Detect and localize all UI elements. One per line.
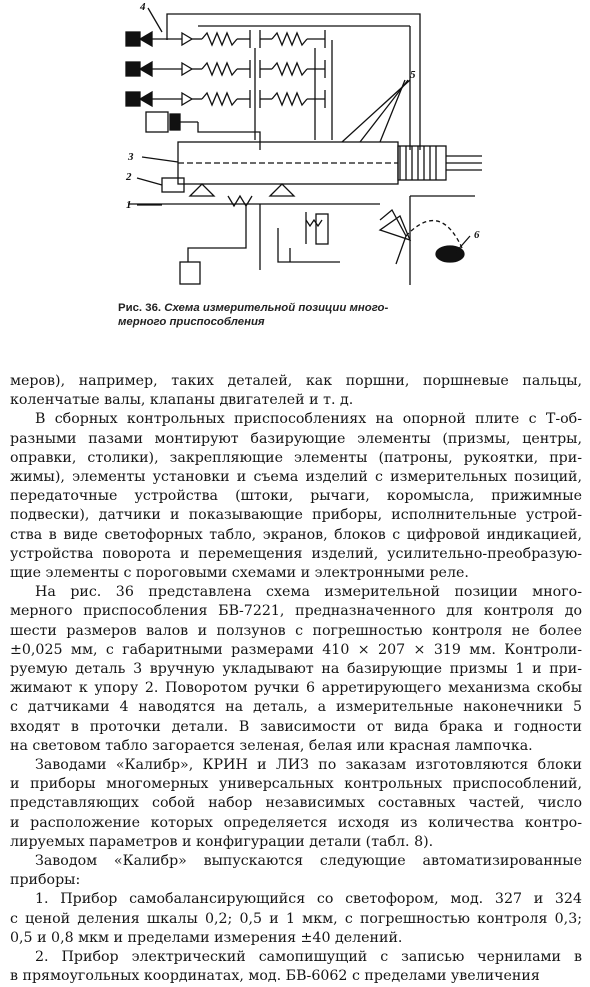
sensor-row-1 xyxy=(126,30,325,48)
text-line: щие элементы с пороговыми схемами и электронными реле. xyxy=(10,565,469,582)
text-line: входят в проточки детали. В зависимости от вида брака и годности xyxy=(10,718,582,735)
sensor-row-3 xyxy=(126,90,325,108)
paragraph xyxy=(10,583,582,756)
text-line: меров), например, таких деталей, как поршни, поршневые пальцы, xyxy=(10,373,582,389)
paragraph xyxy=(10,890,582,948)
text-line: ±0,025 мм, с габаритными размерами 410 × 207 × 319 мм. Контроли- xyxy=(10,641,582,658)
text-line: оправки, столики), закрепляющие элементы (патроны, рукоятки, при- xyxy=(10,449,582,466)
text-line: В сборных контрольных приспособлениях на опорной плите с Т-об- xyxy=(35,411,582,428)
text-line: в прямоугольных координатах, мод. БВ-6062 с пределами увеличения xyxy=(10,968,540,985)
callout-3: 3 xyxy=(128,151,134,163)
text-line: лируемых параметров и конфигурации детали (табл. 8). xyxy=(10,833,434,850)
text-line: Заводом «Калибр» выпускаются следующие автоматизированные xyxy=(35,853,582,870)
text-line: коленчатые валы, клапаны двигателей и т. д. xyxy=(10,392,354,409)
text-line: подвески), датчики и показывающие приборы, исполнительные устрой- xyxy=(10,507,582,524)
callout-5: 5 xyxy=(410,69,416,81)
caption-number: Рис. 36. xyxy=(118,302,162,314)
sensor-row-2 xyxy=(126,60,325,78)
text-line: На рис. 36 представлена схема измерительной позиции много- xyxy=(35,584,582,601)
paragraph xyxy=(10,410,582,583)
caption-line-1: Схема измерительной позиции много- xyxy=(164,302,389,314)
body-text xyxy=(10,372,582,987)
text-line: передаточные устройства (штоки, рычаги, коромысла, прижимные xyxy=(10,488,582,505)
paragraph xyxy=(10,948,582,986)
text-line: ства в виде светофорных табло, экранов, блоков с цифровой индикацией, xyxy=(10,526,582,543)
measuring-position-schematic xyxy=(110,0,490,295)
paragraph xyxy=(10,852,582,890)
text-line: с датчиками 4 наводятся на деталь, а измерительные наконечники 5 xyxy=(10,699,582,716)
text-line: с ценой деления шкалы 0,2; 0,5 и 1 мкм, с погрешностью контроля 0,3; xyxy=(10,910,582,927)
text-line: на световом табло загорается зеленая, белая или красная лампочка. xyxy=(10,737,533,754)
caption-line-2: мерного приспособления xyxy=(118,316,265,328)
callout-2: 2 xyxy=(126,171,132,183)
text-line: 2. Прибор электрический самопишущий с записью чернилами в xyxy=(35,949,582,966)
text-line: мерного приспособления БВ-7221, предназначенного для контроля до xyxy=(10,603,582,620)
text-line: руемую деталь 3 вручную укладывают на базирующие призмы 1 и при- xyxy=(10,661,582,678)
text-line: жимы), элементы установки и съема изделий с измерительных позиций, xyxy=(10,469,582,486)
text-line: и приборы многомерных универсальных контрольных приспособлений, xyxy=(10,776,582,793)
paragraph xyxy=(10,372,582,410)
callout-6: 6 xyxy=(474,229,480,241)
callout-1: 1 xyxy=(126,199,132,211)
figure-caption xyxy=(118,301,498,329)
text-line: жимают к упору 2. Поворотом ручки 6 арретирующего механизма скобы xyxy=(10,680,582,697)
text-line: устройства поворота и перемещения изделий, усилительно-преобразую- xyxy=(10,545,582,562)
text-line: представляющих собой набор независимых составных частей, число xyxy=(10,795,582,812)
text-line: и расположение которых определяется исходя из количества контро- xyxy=(10,814,582,831)
text-line: Заводами «Калибр», КРИН и ЛИЗ по заказам изготовляются блоки xyxy=(35,757,582,774)
callout-4: 4 xyxy=(140,1,146,13)
text-line: разными пазами монтируют базирующие элементы (призмы, центры, xyxy=(10,430,582,447)
text-line: 1. Прибор самобалансирующийся со светофором, мод. 327 и 324 xyxy=(35,891,582,908)
text-line: шести размеров валов и ползунов с погрешностью контроля не более xyxy=(10,622,582,639)
text-line: 0,5 и 0,8 мкм и пределами измерения ±40 делений. xyxy=(10,929,403,946)
text-line: приборы: xyxy=(10,872,81,889)
paragraph xyxy=(10,756,582,852)
